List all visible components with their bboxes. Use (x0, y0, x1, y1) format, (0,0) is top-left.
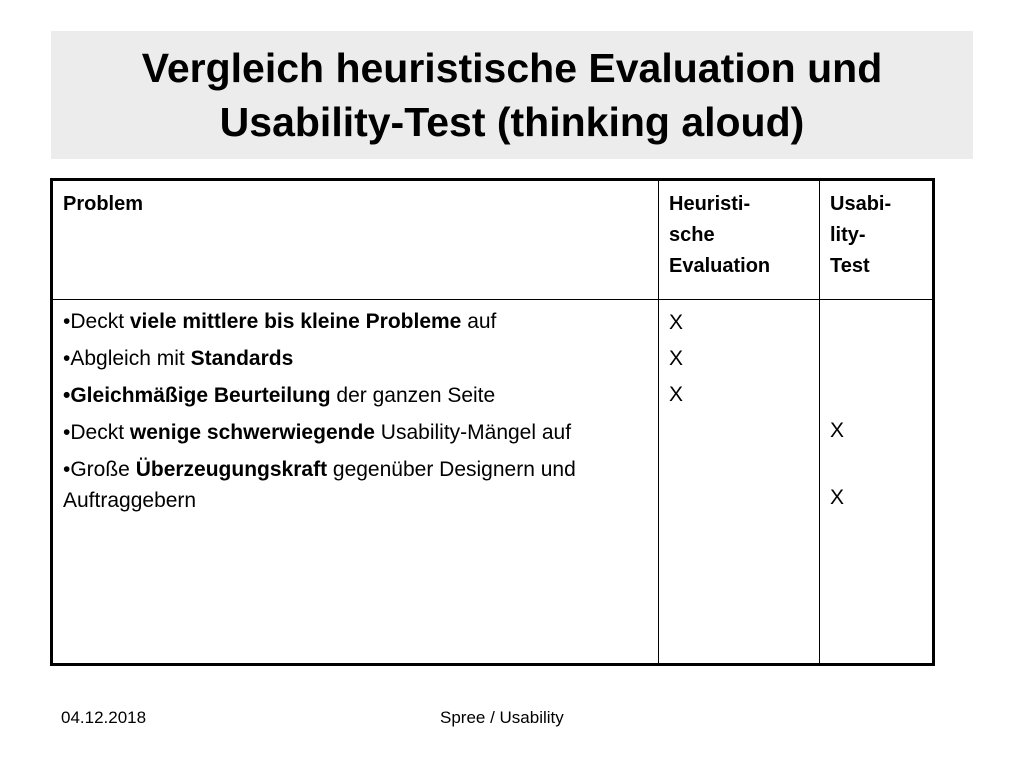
problem-item-text: Usability-Mängel auf (374, 421, 572, 444)
problem-item-emphasis: Überzeugungskraft (135, 458, 328, 481)
problem-item (63, 454, 648, 516)
problem-item-text: •Deckt (63, 310, 130, 333)
problem-item-text: auf (461, 310, 497, 333)
comparison-table (50, 178, 935, 666)
heuristic-mark: X (669, 383, 684, 406)
table-header-row (52, 180, 934, 300)
header-heuristic-evaluation (659, 180, 820, 300)
problem-item-emphasis: Standards (190, 347, 294, 370)
problem-item-text: •Deckt (63, 421, 130, 444)
problem-item-text: der ganzen Seite (330, 384, 496, 407)
usability-test-mark (830, 377, 922, 413)
table-body-row (52, 300, 934, 665)
problem-item (63, 343, 648, 374)
header-usability-test (820, 180, 934, 300)
problem-item (63, 380, 648, 411)
footer-title: Spree / Usability (440, 708, 564, 727)
heuristic-mark: X (669, 347, 684, 370)
heuristic-mark: X (669, 311, 684, 334)
usability-test-mark: X (830, 419, 845, 442)
heuristic-mark (669, 480, 809, 547)
problem-item-text: •Große (63, 458, 136, 481)
header-usability-test-label: Usabi- lity- Test (830, 193, 892, 277)
problem-list-cell (52, 300, 659, 665)
slide-title-line-1: Vergleich heuristische Evaluation und (141, 45, 883, 91)
usability-test-mark: X (830, 486, 845, 509)
problem-item (63, 306, 648, 337)
usability-test-mark (830, 341, 922, 377)
heuristic-marks-cell (659, 300, 820, 665)
problem-item (63, 417, 648, 448)
heuristic-mark (669, 413, 809, 480)
usability-test-mark (830, 305, 922, 341)
slide-title-line-2: Usability-Test (thinking aloud) (219, 99, 805, 145)
problem-item-text: •Abgleich mit (63, 347, 191, 370)
problem-item-emphasis: •Gleichmäßige Beurteilung (63, 384, 331, 407)
header-problem: Problem (52, 180, 659, 300)
problem-item-emphasis: wenige schwerwiegende (129, 421, 375, 444)
usability-test-marks-cell (820, 300, 934, 665)
header-heuristic-label: Heuristi- sche Evaluation (669, 193, 771, 277)
problem-item-emphasis: viele mittlere bis kleine Probleme (129, 310, 462, 333)
problem-item-text: gegenüber Designern und Auftraggebern (63, 458, 576, 512)
slide-title-box (51, 31, 973, 159)
footer-date: 04.12.2018 (61, 708, 147, 727)
